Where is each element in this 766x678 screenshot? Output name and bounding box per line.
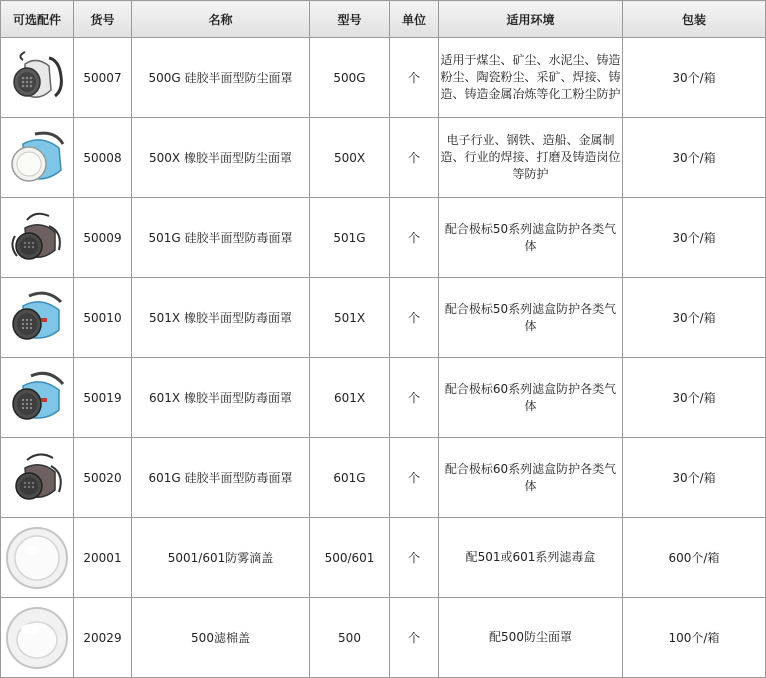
product-package: 30个/箱 [623,438,766,518]
product-code: 50020 [74,438,132,518]
product-model: 601X [310,358,390,438]
product-package: 30个/箱 [623,118,766,198]
header-environment: 适用环境 [439,1,623,38]
product-name: 601G 硅胶半面型防毒面罩 [132,438,310,518]
product-code: 20029 [74,598,132,678]
table-row [1,598,766,678]
product-environment: 配合极标60系列滤盒防护各类气体 [439,358,623,438]
product-model: 500 [310,598,390,678]
product-model: 500/601 [310,518,390,598]
product-environment: 配合极标50系列滤盒防护各类气体 [439,198,623,278]
table-body [1,38,766,678]
product-code: 50010 [74,278,132,358]
header-unit: 单位 [390,1,439,38]
product-code: 50008 [74,118,132,198]
table-row [1,438,766,518]
filter-cap-icon [4,605,70,671]
half-mask-gray-icon [5,206,69,270]
product-package: 30个/箱 [623,278,766,358]
table-row [1,118,766,198]
product-package: 600个/箱 [623,518,766,598]
product-image-cell [1,518,74,598]
table-row [1,38,766,118]
product-code: 50009 [74,198,132,278]
product-model: 501X [310,278,390,358]
product-unit: 个 [390,278,439,358]
product-unit: 个 [390,438,439,518]
half-mask-gray-icon [5,446,69,510]
product-package: 30个/箱 [623,358,766,438]
table-row [1,198,766,278]
product-name: 500滤棉盖 [132,598,310,678]
header-code: 货号 [74,1,132,38]
product-image-cell [1,598,74,678]
product-model: 501G [310,198,390,278]
product-code: 20001 [74,518,132,598]
table-row [1,518,766,598]
half-mask-blue-icon [5,286,69,350]
product-environment: 配合极标50系列滤盒防护各类气体 [439,278,623,358]
product-image-cell [1,438,74,518]
product-name: 601X 橡胶半面型防毒面罩 [132,358,310,438]
product-environment: 适用于煤尘、矿尘、水泥尘、铸造粉尘、陶瓷粉尘、采矿、焊接、铸造、铸造金属冶炼等化工粉尘防护 [439,38,623,118]
product-name: 501G 硅胶半面型防毒面罩 [132,198,310,278]
product-package: 30个/箱 [623,38,766,118]
product-environment: 电子行业、钢铁、造船、金属制造、行业的焊接、打磨及铸造岗位等防护 [439,118,623,198]
half-mask-blue-icon [5,366,69,430]
product-image-cell [1,358,74,438]
product-environment: 配合极标60系列滤盒防护各类气体 [439,438,623,518]
header-accessory: 可选配件 [1,1,74,38]
product-model: 500X [310,118,390,198]
product-model: 500G [310,38,390,118]
header-model: 型号 [310,1,390,38]
filter-cap-icon [4,525,70,591]
table-row [1,278,766,358]
product-name: 500G 硅胶半面型防尘面罩 [132,38,310,118]
product-name: 500X 橡胶半面型防尘面罩 [132,118,310,198]
product-name: 5001/601防雾滴盖 [132,518,310,598]
product-package: 100个/箱 [623,598,766,678]
half-mask-gray-icon [5,46,69,110]
product-code: 50007 [74,38,132,118]
header-name: 名称 [132,1,310,38]
product-image-cell [1,278,74,358]
product-package: 30个/箱 [623,198,766,278]
product-model: 601G [310,438,390,518]
product-image-cell [1,198,74,278]
header-package: 包装 [623,1,766,38]
product-unit: 个 [390,518,439,598]
product-unit: 个 [390,598,439,678]
table-row [1,358,766,438]
product-image-cell [1,118,74,198]
header-row [1,1,766,38]
product-code: 50019 [74,358,132,438]
product-image-cell [1,38,74,118]
product-unit: 个 [390,198,439,278]
product-name: 501X 橡胶半面型防毒面罩 [132,278,310,358]
product-environment: 配501或601系列滤毒盒 [439,518,623,598]
product-unit: 个 [390,38,439,118]
product-unit: 个 [390,358,439,438]
half-mask-blue-icon [5,126,69,190]
product-environment: 配500防尘面罩 [439,598,623,678]
product-unit: 个 [390,118,439,198]
